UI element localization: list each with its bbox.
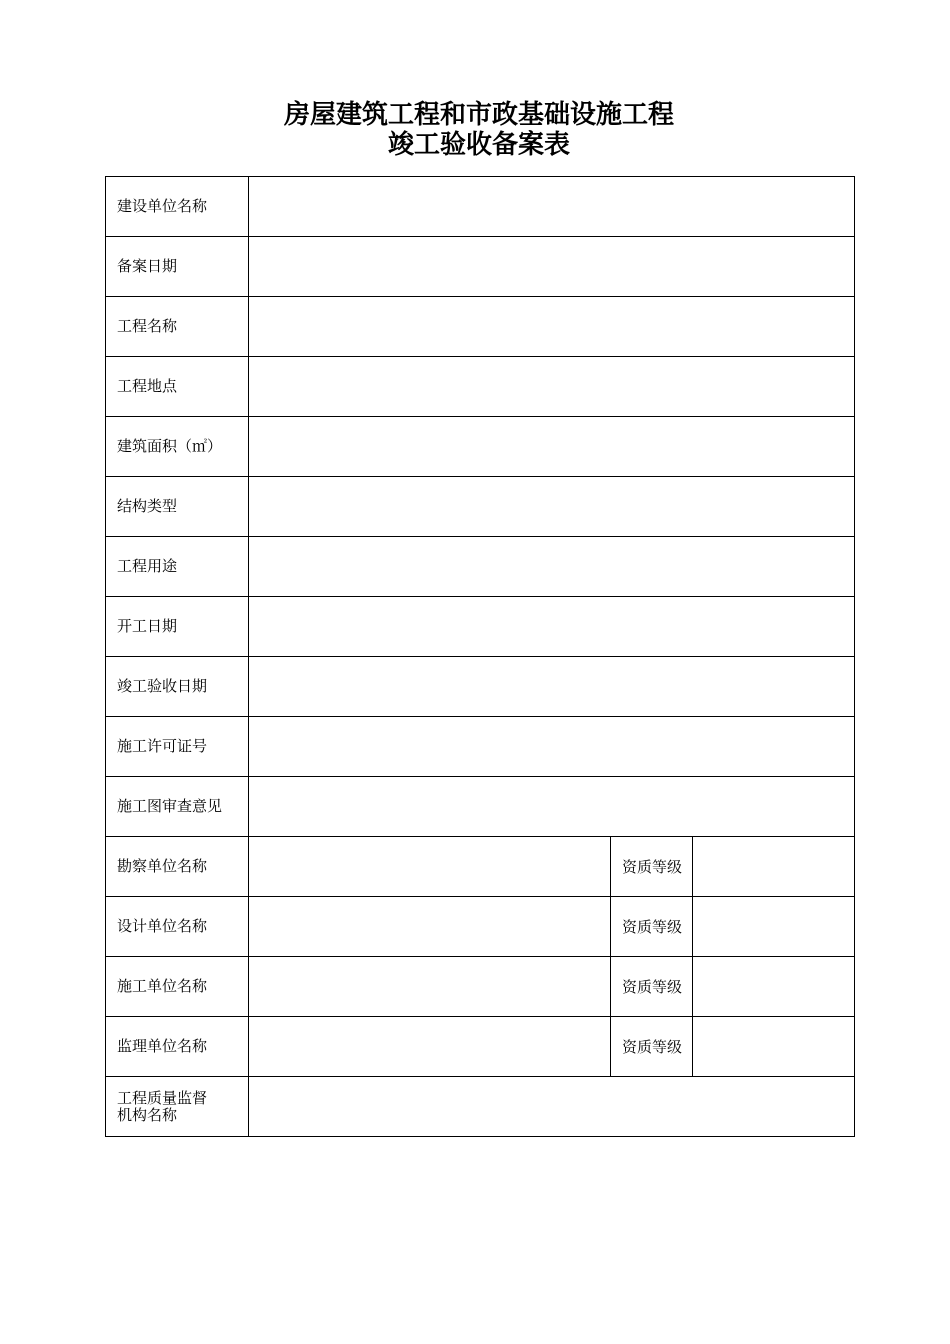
form-row-design-unit — [106, 897, 855, 957]
supervision-qualification-field[interactable] — [693, 1017, 855, 1077]
row-label: 工程用途 — [106, 537, 249, 597]
form-row-quality-supervision-agency — [106, 1077, 855, 1137]
form-row-start-date — [106, 597, 855, 657]
form-title-line-1: 房屋建筑工程和市政基础设施工程 — [283, 100, 674, 130]
survey-qualification-field[interactable] — [693, 837, 855, 897]
design-unit-field[interactable] — [249, 897, 611, 957]
form-row-permit-number — [106, 717, 855, 777]
form-row-project-location — [106, 357, 855, 417]
form-row-supervision-unit — [106, 1017, 855, 1077]
form-row-building-area — [106, 417, 855, 477]
qualification-label: 资质等级 — [611, 957, 693, 1017]
form-title — [0, 100, 950, 160]
building-area-field[interactable] — [249, 417, 855, 477]
row-label: 建设单位名称 — [106, 177, 249, 237]
qualification-label: 资质等级 — [611, 897, 693, 957]
row-label: 施工许可证号 — [106, 717, 249, 777]
drawing-review-field[interactable] — [249, 777, 855, 837]
supervision-unit-field[interactable] — [249, 1017, 611, 1077]
row-label: 备案日期 — [106, 237, 249, 297]
form-row-contractor-unit — [106, 957, 855, 1017]
permit-number-field[interactable] — [249, 717, 855, 777]
row-label: 结构类型 — [106, 477, 249, 537]
row-label: 开工日期 — [106, 597, 249, 657]
row-label: 勘察单位名称 — [106, 837, 249, 897]
row-label: 建筑面积（㎡） — [106, 417, 249, 477]
row-label: 施工单位名称 — [106, 957, 249, 1017]
contractor-qualification-field[interactable] — [693, 957, 855, 1017]
qualification-label: 资质等级 — [611, 1017, 693, 1077]
form-row-drawing-review — [106, 777, 855, 837]
start-date-field[interactable] — [249, 597, 855, 657]
project-location-field[interactable] — [249, 357, 855, 417]
acceptance-date-field[interactable] — [249, 657, 855, 717]
project-use-field[interactable] — [249, 537, 855, 597]
form-row-acceptance-date — [106, 657, 855, 717]
row-label: 工程名称 — [106, 297, 249, 357]
form-row-project-name — [106, 297, 855, 357]
form-row-construction-unit — [106, 177, 855, 237]
filing-date-field[interactable] — [249, 237, 855, 297]
row-label: 监理单位名称 — [106, 1017, 249, 1077]
form-row-filing-date — [106, 237, 855, 297]
design-qualification-field[interactable] — [693, 897, 855, 957]
form-row-structure-type — [106, 477, 855, 537]
row-label: 工程地点 — [106, 357, 249, 417]
structure-type-field[interactable] — [249, 477, 855, 537]
row-label: 竣工验收日期 — [106, 657, 249, 717]
quality-supervision-agency-field[interactable] — [249, 1077, 855, 1137]
row-label: 施工图审查意见 — [106, 777, 249, 837]
row-label: 工程质量监督 机构名称 — [106, 1077, 249, 1137]
project-name-field[interactable] — [249, 297, 855, 357]
row-label: 设计单位名称 — [106, 897, 249, 957]
form-row-project-use — [106, 537, 855, 597]
form-row-survey-unit — [106, 837, 855, 897]
filing-form-table — [105, 176, 855, 1137]
qualification-label: 资质等级 — [611, 837, 693, 897]
construction-unit-field[interactable] — [249, 177, 855, 237]
survey-unit-field[interactable] — [249, 837, 611, 897]
contractor-unit-field[interactable] — [249, 957, 611, 1017]
form-title-line-2: 竣工验收备案表 — [387, 130, 570, 160]
